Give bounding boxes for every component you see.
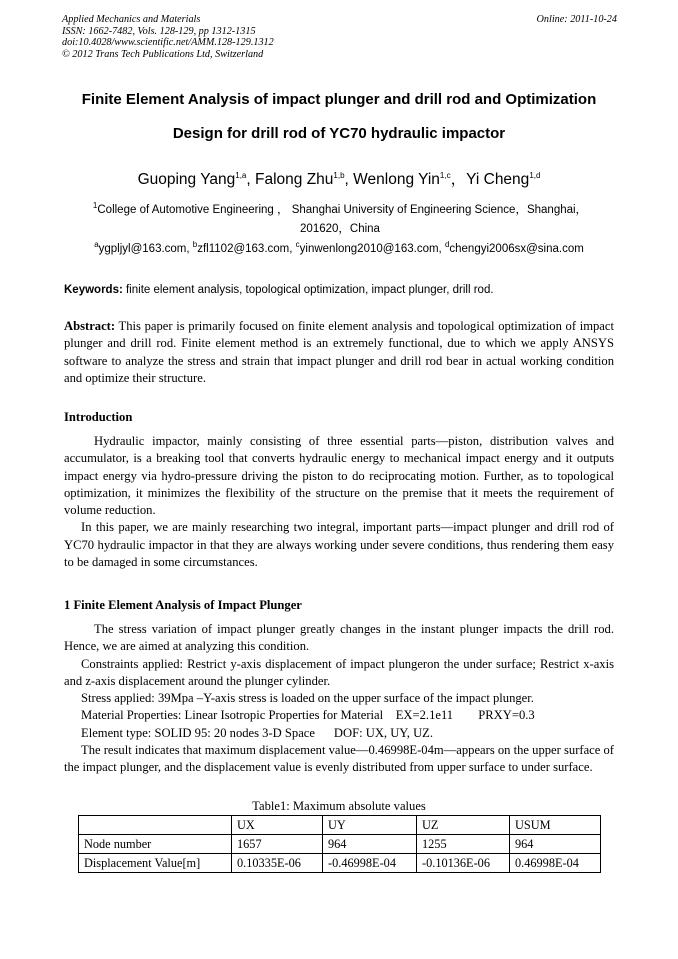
table-cell: 964: [323, 835, 417, 854]
email-link[interactable]: chengyi2006sx@sina.com: [449, 243, 584, 255]
keywords-text: finite element analysis, topological optimization, impact plunger, drill rod.: [122, 284, 494, 296]
keywords: [64, 284, 619, 296]
table-caption: Table1: Maximum absolute values: [252, 799, 426, 813]
table-header-cell: UY: [323, 816, 417, 835]
author-name: Wenlong Yin: [353, 171, 440, 188]
table-cell: Node number: [79, 835, 232, 854]
table-header-cell: UX: [232, 816, 323, 835]
journal-name: Applied Mechanics and Materials: [62, 14, 201, 25]
email-link[interactable]: ygpljyl@163.com,: [98, 243, 193, 255]
issn: ISSN: 1662-7482, Vols. 128-129, pp 1312-1315: [62, 25, 256, 37]
table-cell: -0.10136E-06: [417, 854, 510, 873]
author-affil-sup: 1,b: [333, 170, 345, 180]
author-name: Yi Cheng: [466, 171, 530, 188]
paper-title-line1: Finite Element Analysis of impact plunger and drill rod and Optimization: [81, 91, 597, 108]
table-cell: 0.46998E-04: [510, 854, 601, 873]
table-cell: 1657: [232, 835, 323, 854]
affiliation-line1: College of Automotive Engineering ， Shanghai University of Engineering Science，Shanghai，: [97, 204, 588, 216]
journal-header: [62, 14, 617, 60]
table-row: [79, 854, 601, 873]
section1-paragraph-2: Constraints applied: Restrict y-axis displacement of impact plungeron the under surface; Restrict x-axis and z-axis displacement around the plunger cylinder.: [64, 656, 614, 688]
author-affil-sup: 1,a: [235, 170, 247, 180]
table-cell: 964: [510, 835, 601, 854]
table-header-cell: UZ: [417, 816, 510, 835]
introduction-body: [64, 433, 614, 571]
author-affil-sup: 1,d: [529, 170, 541, 180]
results-table: [78, 815, 601, 873]
section1-paragraph-4: Material Properties: Linear Isotropic Properties for Material EX=2.1e11 PRXY=0.3: [81, 708, 535, 723]
table-row: [79, 835, 601, 854]
abstract-text: This paper is primarily focused on finite element analysis and topological optimization of impact plunger and drill rod. Finite element method is an extremely functional, due to which we apply ANSYS software to analyze the stress and strain that impact plunger and drill rod bear in actual working condition and optimize their structure.: [64, 319, 614, 385]
copyright: © 2012 Trans Tech Publications Ltd, Switzerland: [62, 48, 264, 60]
email-list: $^a$ygpljyl@163.com, $^b$zfl1102@163.com, $^c$yinwenlong2010@163.com, $^d$chengyi2006sx@sina.com: [94, 240, 584, 255]
author-affil-sup: 1,c: [439, 170, 451, 180]
email-link[interactable]: yinwenlong2010@163.com,: [299, 243, 445, 255]
author-name: Guoping Yang: [137, 171, 236, 188]
online-date: Online: 2011-10-24: [536, 14, 617, 25]
table-cell: -0.46998E-04: [323, 854, 417, 873]
section1-paragraph-6: The result indicates that maximum displacement value—0.46998E-04m—appears on the upper surface of the impact plunger, and the displacement value is evenly distributed from upper surface to under surface.: [64, 743, 614, 775]
section1-heading: 1 Finite Element Analysis of Impact Plunger: [64, 598, 302, 612]
introduction-heading: Introduction: [64, 410, 133, 424]
paper-title-line2: Design for drill rod of YC70 hydraulic impactor: [172, 125, 506, 142]
section1-body: [64, 621, 614, 777]
author-list: Guoping Yang$^{1,a}$, Falong Zhu$^{1,b}$, Wenlong Yin$^{1,c}$，Yi Cheng$^{1,d}$: [137, 170, 541, 188]
table-cell: 1255: [417, 835, 510, 854]
abstract-label: Abstract:: [64, 319, 116, 333]
author-name: Falong Zhu: [255, 171, 334, 188]
intro-paragraph-2: In this paper, we are mainly researching two integral, important parts—impact plunger and drill rod of YC70 hydraulic impactor in that they are always working under severe conditions, thus rendering them easy to be damaged in some circumstances.: [64, 520, 614, 570]
table-header-cell: [79, 816, 232, 835]
section1-paragraph-1: The stress variation of impact plunger greatly changes in the instant plunger impacts the drill rod. Hence, we are aimed at analyzing this condition.: [64, 622, 614, 654]
affiliation: $^1$College of Automotive Engineering ， Shanghai University of Engineering Science，Shanghai， 201620，China: [60, 201, 620, 239]
doi: doi:10.4028/www.scientific.net/AMM.128-129.1312: [62, 37, 274, 48]
table-header-row: [79, 816, 601, 835]
abstract: [64, 318, 614, 387]
table-cell: Displacement Value[m]: [79, 854, 232, 873]
keywords-label: Keywords:: [64, 284, 123, 296]
table-cell: 0.10335E-06: [232, 854, 323, 873]
affiliation-line2: 201620，China: [300, 223, 380, 235]
section1-paragraph-5: Element type: SOLID 95: 20 nodes 3-D Space DOF: UX, UY, UZ.: [81, 725, 434, 740]
intro-paragraph-1: Hydraulic impactor, mainly consisting of three essential parts—piston, distribution valves and accumulator, is a breaking tool that converts hydraulic energy to mechanical impact energy and it outputs impact energy via hydro-pressure driving the piston to do reciprocating motion. Further, as to topological optimization, it minimizes the flexibility of the structure on the premise that it meets the requirement of volume reduction.: [64, 434, 614, 518]
section1-paragraph-3: Stress applied: 39Mpa –Y-axis stress is loaded on the upper surface of the impact plunger.: [81, 691, 534, 706]
table-header-cell: USUM: [510, 816, 601, 835]
email-link[interactable]: zfl1102@163.com,: [197, 243, 296, 255]
